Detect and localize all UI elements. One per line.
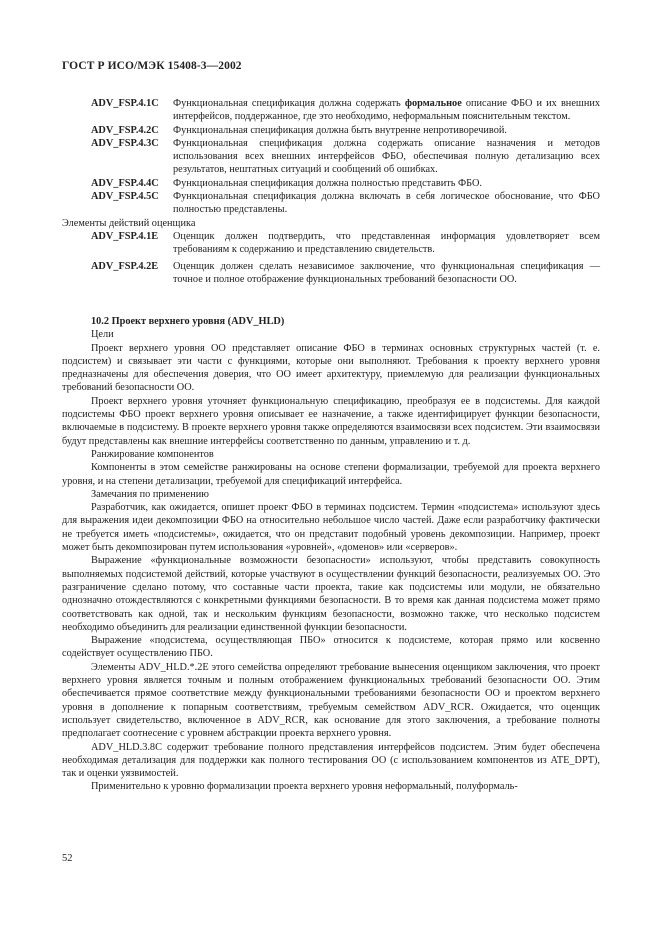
document-header: ГОСТ Р ИСО/МЭК 15408-3—2002 (62, 60, 242, 72)
evaluator-heading: Элементы действий оценщика (62, 217, 196, 229)
paragraph: Выражение «функциональные возможности безопасности» используют, чтобы представить совокупность выполняемых подсистемой действий, которые участвуют в осуществлении функций безопасности, реализуемых ОО. Это разграничение сделано потому, что составные части проекта, такие как подсистемы или модули, не обязательно однозначно отождествляются с конкретными функциями безопасности. В то время как данная подсистема может прямо соответствовать как одной, так и нескольким функциям безопасности, возможно также, что несколько подсистем необходимо объединить для реализации единственной функции безопасности. (62, 555, 600, 633)
section-body (62, 315, 600, 794)
requirement-item (91, 230, 600, 257)
requirement-code: ADV_FSP.4.1E (91, 230, 159, 242)
requirement-code: ADV_FSP.4.2E (91, 260, 159, 272)
paragraph: Компоненты в этом семействе ранжированы на основе степени формализации, требуемой для проекта верхнего уровня, и на степени детализации, требуемой для спецификаций интерфейса. (62, 462, 600, 487)
requirement-text: Функциональная спецификация должна полностью представить ФБО. (173, 177, 482, 189)
requirement-item (91, 97, 600, 124)
requirement-text: Функциональная спецификация должна содержать описание назначения и методов использования всех внешних интерфейсов ФБО, обеспечивая полную детализацию всех результатов, нештатных ситуаций и сообщений об ошибках. (173, 137, 600, 176)
paragraph: Разработчик, как ожидается, опишет проект ФБО в терминах подсистем. Термин «подсистема» используют здесь для выражения идеи декомпозиции ФБО на относительно небольшое число частей. Даже если разработчику фактически не требуется иметь «подсистемы», ожидается, что он представит подобный уровень декомпозиции. Например, проект может быть декомпозирован путем использования «уровней», «доменов» или «серверов». (62, 502, 600, 554)
paragraph: Применительно к уровню формализации проекта верхнего уровня неформальный, полуформаль- (91, 781, 518, 793)
requirement-text: Оценщик должен сделать независимое заключение, что функциональная спецификация — точное и полное отображение функциональных требований безопасности ОО. (173, 260, 600, 285)
requirement-text: Функциональная спецификация должна содержать формальное описание ФБО и их внешних интерфейсов, поддержанное, где это необходимо, неформальным пояснительным текстом. (173, 98, 600, 123)
requirement-item (91, 124, 600, 137)
requirement-item (91, 190, 600, 217)
requirement-code: ADV_FSP.4.4C (91, 177, 159, 189)
requirement-code: ADV_FSP.4.1C (91, 98, 159, 109)
paragraph: Проект верхнего уровня уточняет функциональную спецификацию, преобразуя ее в подсистемы. Для каждой подсистемы ФБО проект верхнего уровня описывает ее назначение, а также идентифицирует функции безопасности, включаемые в подсистему. В проекте верхнего уровня также определяются взаимосвязи всех подсистем. Эти взаимосвязи будут представлены как внешние интерфейсы соответственно по данным, управлению и т. д. (62, 395, 600, 447)
paragraph: Проект верхнего уровня ОО представляет описание ФБО в терминах основных структурных частей (т. е. подсистем) и связывает эти части с функциями, которые они выполняют. Требования к проекту верхнего уровня предназначены для обеспечения доверия, что ОО имеет архитектуру, приемлемую для реализации функциональных требований безопасности ОО. (62, 342, 600, 394)
goals-heading: Цели (91, 329, 114, 341)
requirement-text: Функциональная спецификация должна включать в себя логическое обоснование, что ФБО полностью представлены. (173, 191, 600, 216)
requirement-item (91, 260, 600, 287)
requirement-text: Оценщик должен подтвердить, что представленная информация удовлетворяет всем требованиям к содержанию и представлению свидетельств. (173, 230, 600, 256)
requirement-code: ADV_FSP.4.5C (91, 191, 159, 203)
section-title: 10.2 Проект верхнего уровня (ADV_HLD) (91, 316, 285, 327)
paragraph: Выражение «подсистема, осуществляющая ПБО» относится к подсистеме, которая прямо или косвенно содействует осуществлению ПБО. (62, 635, 600, 660)
ranking-heading: Ранжирование компонентов (91, 448, 214, 460)
paragraph: Элементы ADV_HLD.*.2E этого семейства определяют требование вынесения оценщиком заключения, что проект верхнего уровня является точным и полным отображением функциональных требований безопасности ОО. Этим обеспечивается прямое соответствие между функциональными требованиями безопасности ОО и проектом верхнего уровня в дополнение к попарным соответствиям, требуемым семейством ADV_RCR. Ожидается, что оценщик использует свидетельство, включенное в ADV_RCR, как основание для этого заключения, а требование полноты предполагает соотнесение с уровнем абстракции проекта верхнего уровня. (62, 661, 600, 740)
requirement-code: ADV_FSP.4.2C (91, 124, 159, 136)
requirements-list (62, 97, 600, 286)
requirement-code: ADV_FSP.4.3C (91, 137, 159, 149)
requirement-item (91, 137, 600, 177)
requirement-item (91, 177, 600, 190)
paragraph: ADV_HLD.3.8C содержит требование полного представления интерфейсов подсистем. Этим будет обеспечена необходимая детализация для поддержки как полного тестирования ОО (с использованием компонентов из ATE_DPT), так и оценки уязвимостей. (62, 741, 600, 780)
page-number: 52 (62, 853, 73, 864)
requirement-text: Функциональная спецификация должна быть внутренне непротиворечивой. (173, 124, 507, 136)
notes-heading: Замечания по применению (91, 488, 209, 500)
